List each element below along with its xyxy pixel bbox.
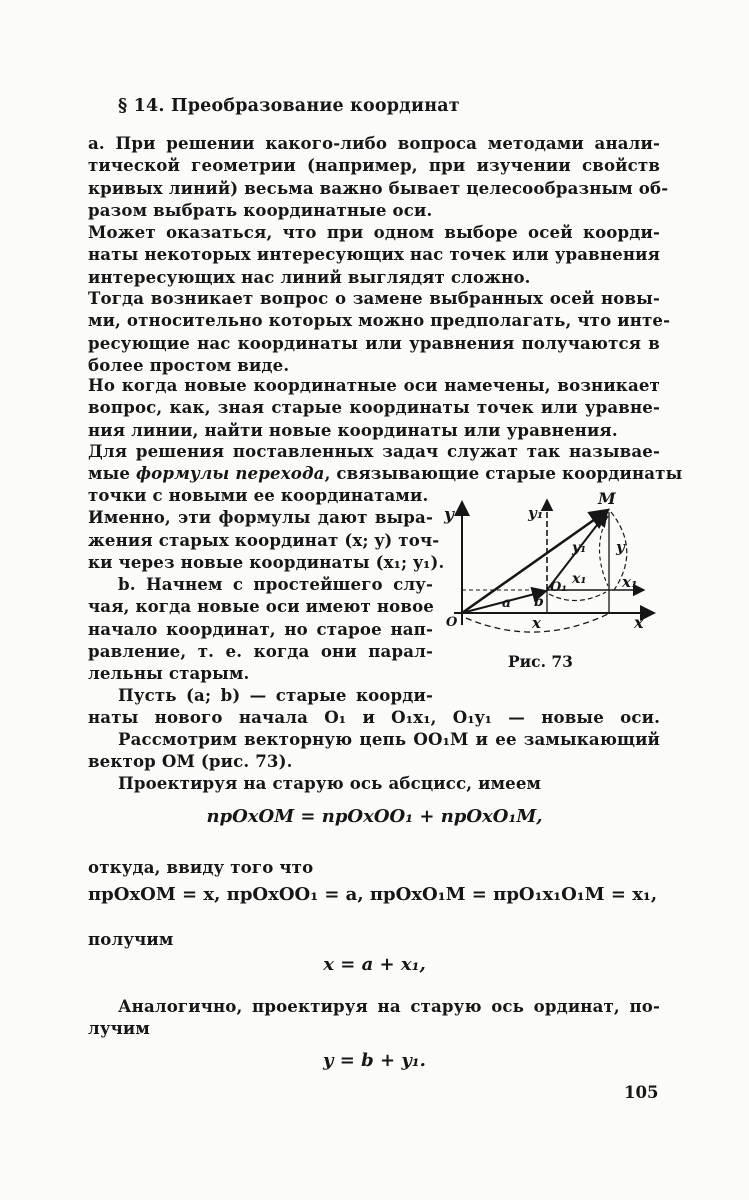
text-line: Пусть (a; b) — старые коорди- (118, 685, 433, 705)
text-line: чая, когда новые оси имеют новое (88, 596, 435, 617)
text-line (88, 462, 683, 484)
text-line: Именно, эти формулы дают выра- (88, 507, 433, 528)
label-o: O (446, 615, 458, 630)
paragraph-5-narrow (88, 484, 445, 573)
text-line: Может оказаться, что при одном выборе осей коорди- (88, 222, 660, 242)
text-line: жения старых координат (x; y) точ- (88, 529, 440, 550)
equation-2: прOxOM = x, прOxOO₁ = a, прOxO₁M = прO₁x₁O₁M = x₁, (88, 884, 658, 905)
text-line: Для решения поставленных задач служат так называе- (88, 441, 660, 461)
text-line: Аналогично, проектируя на старую ось ординат, по- (118, 996, 660, 1016)
label-y1-top: y₁ (528, 504, 544, 522)
paragraph-3 (88, 287, 671, 376)
text-line: получим (88, 929, 174, 949)
text-line: ния линии, найти новые координаты или уравнения. (88, 419, 618, 440)
text-line: вопрос, как, зная старые координаты точек или уравне- (88, 397, 660, 418)
text-line: начало координат, но старое нап- (88, 618, 433, 639)
paragraph-10 (88, 856, 660, 878)
label-m: M (598, 490, 616, 508)
label-y1-mid: y₁ (572, 540, 587, 556)
text-line: наты некоторых интересующих нас точек или уравнения (88, 244, 660, 265)
arc-inner (600, 516, 609, 586)
label-x1-right: x₁ (622, 573, 638, 591)
paragraph-7b (88, 706, 660, 728)
paragraph-2 (88, 221, 660, 288)
text-line: ресующие нас координаты или уравнения получаются в (88, 332, 660, 353)
text-line: тической геометрии (например, при изучении свойств (88, 155, 660, 176)
figure-caption: Рис. 73 (508, 652, 573, 671)
text-line: Рассмотрим векторную цепь OO₁M и ее замыкающий (118, 729, 660, 749)
paragraph-1 (88, 132, 669, 221)
paragraph-6 (88, 573, 433, 684)
paragraph-12 (88, 995, 660, 1040)
text-line: Но когда новые координатные оси намечены, возникает (88, 375, 660, 395)
text-line: откуда, ввиду того что (88, 857, 314, 877)
text-line: равление, т. е. когда они парал- (88, 640, 433, 661)
paragraph-5 (88, 440, 683, 485)
text-line: более простом виде. (88, 354, 290, 375)
label-x-axis: x (634, 613, 644, 632)
figure-73 (436, 490, 662, 660)
label-b: b (534, 594, 544, 610)
equation-1: прOxOM = прOxOO₁ + прOxO₁M, (206, 806, 543, 827)
text-fragment: мые (88, 463, 136, 484)
text-line: ми, относительно которых можно предполагать, что инте- (88, 310, 671, 331)
label-x-proj: x (532, 614, 541, 632)
equation-4: y = b + y₁. (323, 1050, 426, 1071)
label-x1-mid: x₁ (572, 571, 587, 587)
paragraph-11 (88, 928, 660, 950)
text-line: лучим (88, 1018, 150, 1039)
text-line: Тогда возникает вопрос о замене выбранных осей новы- (88, 288, 660, 308)
text-line: разом выбрать координатные оси. (88, 199, 433, 220)
label-a: a (502, 595, 512, 611)
text-line: ки через новые координаты (x₁; y₁). (88, 551, 445, 572)
term-formulas: формулы перехода (135, 463, 325, 484)
text-line: лельны старым. (88, 663, 250, 684)
label-o1: O₁ (550, 580, 568, 595)
text-line: Проектируя на старую ось абсцисс, имеем (118, 773, 542, 793)
section-title: § 14. Преобразование координат (118, 96, 460, 116)
text-line: наты нового начала O₁ и O₁x₁, O₁y₁ — новые оси. (88, 707, 660, 727)
text-line: интересующих нас линий выглядят сложно. (88, 266, 531, 287)
paragraph-9 (88, 772, 660, 794)
paragraph-4 (88, 374, 660, 441)
text-line: кривых линий) весьма важно бывает целесообразным об- (88, 177, 669, 198)
equation-3: x = a + x₁, (323, 954, 426, 975)
text-line: а. При решении какого-либо вопроса методами анали- (88, 133, 660, 153)
paragraph-7 (88, 684, 433, 706)
label-y: y (444, 505, 454, 525)
text-line: точки с новыми ее координатами. (88, 485, 429, 505)
text-fragment: , связывающие старые координаты (324, 463, 683, 484)
paragraph-8 (88, 728, 660, 773)
text-line: b. Начнем с простейшего слу- (118, 574, 433, 594)
page-number: 105 (624, 1083, 659, 1102)
text-line: вектор OM (рис. 73). (88, 751, 293, 772)
label-y-mid: y (616, 538, 625, 556)
